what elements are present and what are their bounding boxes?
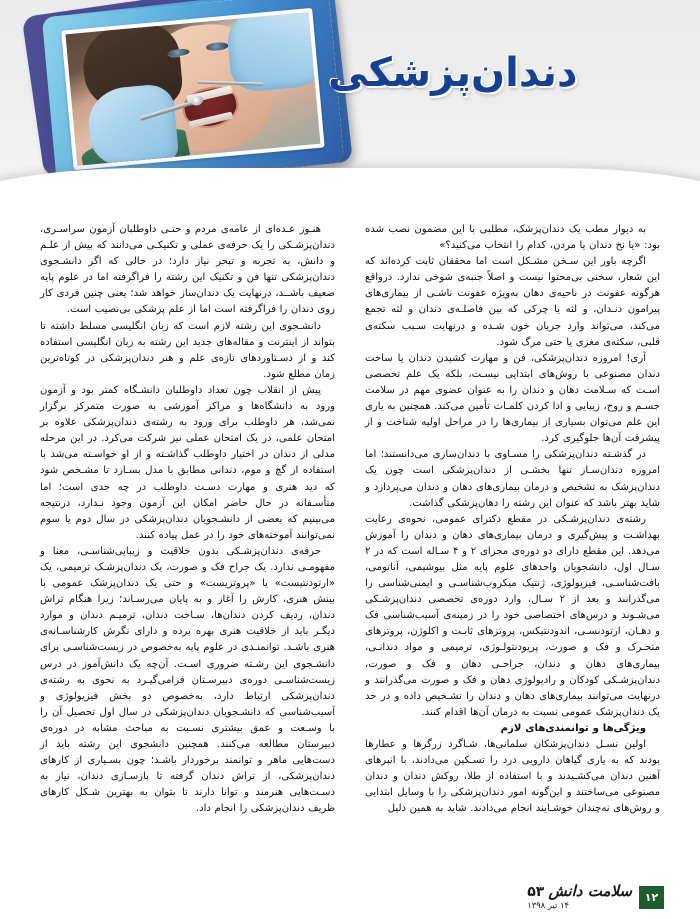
issue-date: ۱۴ تیر ۱۳۹۸ (527, 900, 570, 911)
footer-magazine-info (527, 883, 632, 911)
paragraph: حرفه‌ی دندان‌پزشـکی بدون خلاقیت و زیبایی‌شناسـی، معنا و مفهومـی ندارد. یک جراح فک و صورت، یک دندان‌پزشـک ترمیمی، یک «ارتودنتیست» یا «پروتزیست» و حتی یک دندان‌پزشک عمومی با بینش هنری، کارش را آغاز و به پایان می‌رسـاند؛ زیرا هنگام تراش دندان، ردیف کردن دندان‌ها، سـاخت دندان، ترمیـم دندان و موارد دیگـر باید از خلاقیت هنری بهره برده و دارای نگرش کارشناسـانه‌ی هنری باشـد. توانمنـدی در علوم پایه به‌خصوص در زیست‌شناسـی برای دانشـجوی این رشـته ضروری اسـت. آن‌چه یک دانش‌آموز در درس زیست‌شناسـی دوره‌ی دبیرسـتان فرامی‌گیـرد به نحوی به رشته‌ی دندان‌پزشکی ارتباط دارد، به‌خصوص دو بخش فیزیولوژی و آسیب‌شناسی که دانشـجویان دندان‌پزشکی در سال اول تحصیل آن را با وسـعت و عمق بیشتری نسـبت به مباحث مشابه در دوره‌ی دبیرستان مطالعه می‌کنند. همچنین دانشجوی این رشته باید از دست‌هایی ماهر و توانمند برخوردار باشـد؛ چون بسـیاری از کارهای دندان‌پزشکی، از تراش دندان گرفته تا بازسـازی دندان، نیاز به دسـت‌هایی هنرمند و توانا دارند تا بتوان به بهترین شـکل کارهای ظریف دندان‌پزشکی را انجام داد. (40, 545, 335, 815)
footer-magazine-line (527, 883, 632, 900)
page-title: دندان‌پزشکی (328, 50, 578, 96)
page-number-badge: ۱۲ (639, 886, 664, 909)
article-title-container (328, 52, 658, 94)
page-footer (527, 883, 664, 911)
paragraph: هنـوز عـده‌ای از عامه‌ی مردم و حتـی داوطلبان آزمون سراسـری، دندان‌پزشـکی را یک حرفه‌ی عملی و تکنیکـی می‌دانند که بیش از علـم و دانش، به تجربه و تبحر نیاز دارد؛ در حالی که اگر دانشـجوی دندان‌پزشکی تنها فن و تکنیک این رشته را فراگرفته اما در علوم پایه ضعیف باشــد، درنهایت یک دندان‌ساز خواهد شد؛ یعنی چنین فردی کار روی دندان را فراگرفته است اما از علم پزشکی بی‌نصیب است. (40, 224, 335, 316)
magazine-name: سلامت دانش (548, 882, 632, 901)
dental-examination-photo (65, 12, 320, 166)
paragraph: به دیوار مطب یک دندان‌پزشک، مطلبی با این مضمون نصب شده بود: «یا نخ دندان یا مردن، کدام را انتخاب می‌کنید؟» (365, 224, 660, 252)
photo-card-front-layer (42, 0, 344, 189)
paragraph: پیش از انقلاب چون تعداد داوطلبان دانشـگاه کمتر بود و آزمون ورود به دانشگاه‌ها و مراکز آموزشی به صورت متمرکز برگزار نمی‌شد، هر داوطلب برای ورود به رشته‌ی دندان‌پزشکی علاوه بر امتحان علمی، در یک امتحان عملی نیز شرکت می‌کرد. در این مرحله مدلی از دندان در اختیار داوطلب گذاشـته و از او خواسـته می‌شد با استفاده از گچ و موم، دندانی مطابق با مدل بسـازد تا مشـخص شود که دید هنری و مهارت دسـت داوطلب در چه حدی است؛ اما متأسـفانه در حال حاضر امکان این آزمون وجود نـدارد، درنتیجه می‌بینیم که بعضی از دانشـجویان دندان‌پزشکی در سال دوم یا سوم نمی‌توانند آموخته‌های خود را در عمل پیاده کنند. (40, 384, 335, 541)
paragraph: رشته‌ی دندان‌پزشـکی در مقطع دکترای عمومی، نحوه‌ی رعایت بهداشـت و پیش‌گیری و درمان بیماری‌های دهان و دندان را آموزش می‌دهد. این مقطع دارای دو دوره‌ی مجزای ۲ و ۴ سـاله است که در ۲ سـال اول، دانشجویان واحدهای علوم پایه مثل بیوشیمی، آناتومی، بافت‌شناسـی، فیزیولوژی، ژنتیک میکروب‌شناسـی و ایمنی‌شناسی را می‌گذرانند و بعد از ۲ سـال، وارد دوره‌ی تخصصی دندان‌پزشـکی می‌شـوند و درس‌های اختصاصی خود را در زمینه‌ی آسیب‌شناسی فک و دهـان، ارتودنسـی، اندودنتیکس، پروتزهای ثابـت و اکلوژن، پروتزهای متحـرک و فک و صورت، پریودنتولـوژی، ترمیمی و مواد دندانـی، بیماری‌های دهان و دندان، جراحـی دهان و فک و صورت، دندان‌پزشـکی کودکان و رادیولوژی دهان و فک و صورت می‌گذرانند و درنهایت می‌توانند بیماری‌های دهان و دندان را تشـخیص داده و در حد یک دندان‌پزشک عمومی نسبت به درمان آن‌ها اقدام کنند. (365, 513, 661, 718)
header-bottom-curve-divider (0, 168, 700, 196)
photo-card-stack (24, 0, 354, 196)
article-column-left (40, 222, 335, 870)
page-header-band (0, 0, 700, 196)
article-body (0, 222, 700, 870)
paragraph: اولین نسـل دندان‌پزشکان سلمانی‌ها، شـاگرد زرگرها و عطارها بودند که به یاری گیاهان دارویی درد را تسـکین می‌دادند، با انبرهای آهنین دندان می‌کشـیدند و با استفاده از طلا، روکش دندان و دندان مصنوعی می‌ساختند و این‌گونه امور دندان‌پزشکی را با وسایل ابتدایی و روش‌های نه‌چندان خوشـایند انجام می‌دادند. شاید به همین دلیل (365, 739, 660, 815)
paragraph: اگرچه باور این سـخن مشـکل است اما محققان ثابت کرده‌اند که این شعار، سخنی بی‌محتوا نیست و اصلاً جنبه‌ی شوخی ندارد. درواقع هرگونه عفونت در ناحیه‌ی دهان به‌ویژه عفونت ناشـی از بیماری‌های پیرامون دنـدان، و لثه یا چرکی که بین فاصلـه‌ی دندان و لثه تجمع می‌کند، می‌تواند وارد جریان خون شـده و درنهایت سـبب سکته‌ی قلبی، سکته‌ی مغزی یا حتی مرگ شود. (365, 256, 660, 348)
paragraph: دانشـجوی این رشته لازم است که زبان انگلیسی مسلط داشته تا بتواند از اینترنت و مقاله‌های جدید این رشته به زبان انگلیسی استفاده کند و از دسـتاوردهای تازه‌ی علم و هنر دندان‌پزشکی در کوتاه‌ترین زمان مطلع شود. (40, 320, 335, 380)
paragraph: آری! امروزه دندان‌پزشکی، فن و مهارت کشیدن دندان یا ساخت دندان مصنوعی با روش‌های ابتدایی نیسـت، بلکه یک علم تخصصی اسـت که سـلامت دهان و دندان را به عنوان عضوی مهم در سلامت جسـم و روح، زیبایی و ادا کردن کلمـات تأمین می‌کند. همچنین به یاری این علم می‌توان بسیاری از بیماری‌ها را در مراحل اولیه شناخت و از پیشرفت آن‌ها جلوگیری کرد. (365, 352, 660, 445)
issue-number: ۵۳ (527, 884, 545, 901)
photo-frame (61, 8, 325, 170)
paragraph: در گذشـته دندان‌پزشکی را مسـاوی با دندان‌سازی می‌دانستند؛ اما امروزه دندان‌سـاز تنها بخشـی از دندان‌پزشکی است چون یک دندان‌پزشک به تشخیص و درمان بیماری‌های دهان و دندان می‌پردازد و شاید بهتر باشد که عنوان این رشته را دهان‌پزشکی گذاشت. (365, 449, 660, 509)
section-subheading: ویژگی‌ها و توانمندی‌های لازم (500, 722, 646, 734)
article-column-right (365, 222, 660, 870)
